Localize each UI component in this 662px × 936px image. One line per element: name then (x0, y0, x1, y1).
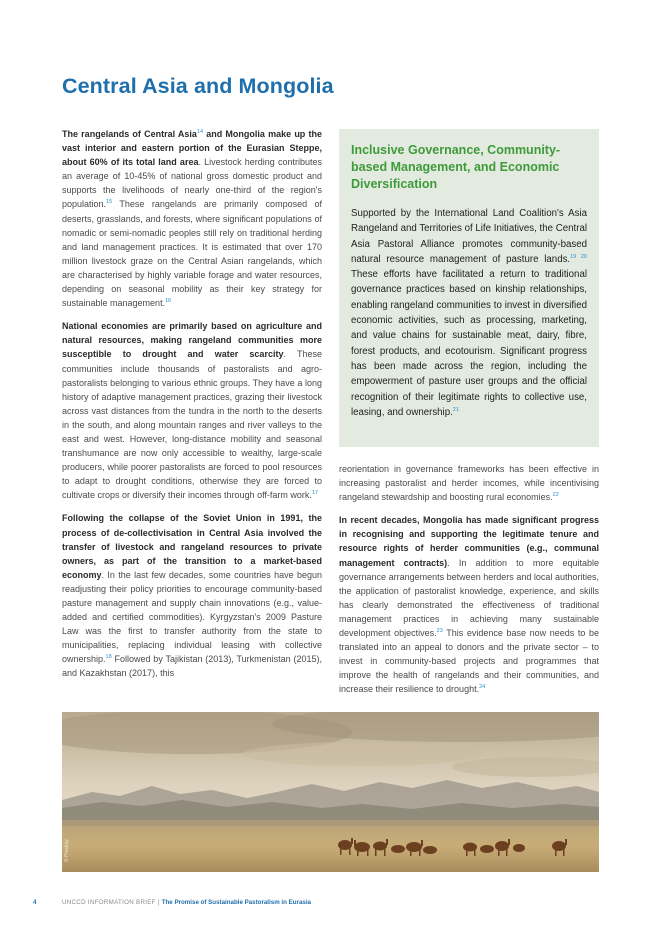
footnote-ref[interactable]: 14 (196, 129, 204, 135)
footnote-ref[interactable]: 24 (479, 684, 486, 691)
footer-running-head (62, 899, 311, 906)
bold-lead-cont: and Mongolia make up the vast interior and eastern portion of the Eurasian Steppe, about 60% of its total land area (62, 129, 322, 168)
paragraph-text: . In addition to more equitable governance arrangements between herders and local authorities, the application of pastoralist knowledge, experience, and skills has clearly demonstrated the effectiveness of traditional management practices in achieving many sustainable development objectives. (339, 557, 600, 639)
footnote-ref[interactable]: 19 20 (570, 253, 588, 260)
footnote-ref[interactable]: 23 (436, 628, 443, 635)
paragraph-text: reorientation in governance frameworks has been effective in increasing pastoralist and herder incomes, while incentivising rangeland stewardship and boosting rural economies. (339, 464, 599, 503)
callout-text: These efforts have facilitated a return to traditional governance practices based on kinship relationships, enabling rangeland communities to invest in diversified economic activities, such as processing, marketing, and value chains for sustainable meat, dairy, fibre, forest products, and ecotourism. Significant progress has been made across the region, including the empowerment of pasture user groups and the official recognition of their legitimate rights to collective use, leasing, and ownership. (351, 269, 587, 418)
bold-lead: In recent decades, Mongolia has made significant progress in recognising and supporting the legitimate tenure and resource rights of herder communities (e.g., communal management contracts) (339, 515, 599, 568)
bold-lead: National economies are primarily based on agriculture and natural resources, making rangeland communities more susceptible to drought and water scarcity (62, 321, 322, 360)
right-column (339, 462, 599, 706)
paragraph-mongolia (339, 513, 599, 696)
paragraph-text: . In the last few decades, some countries have begun readjusting their policy priorities to encourage community-based pasture management and supply chain innovations (e.g., value-added and certified commodities). Kyrgyzstan's 2009 Pasture Law was the first to transfer authority from the state to municipalities, replacing individual leasing with collective ownership. (62, 569, 322, 665)
page-number: 4 (33, 899, 37, 906)
footnote-ref[interactable]: 21 (452, 406, 459, 413)
governance-callout-box (339, 129, 599, 447)
paragraph-rangelands (62, 127, 322, 310)
footnote-ref[interactable]: 22 (552, 492, 559, 499)
footnote-ref[interactable]: 15 (106, 199, 113, 206)
paragraph-text: These rangelands are primarily composed of deserts, grasslands, and forests, where significant populations of nomadic or semi-nomadic peoples still rely on traditional herding and land management practices. It is estimated that over 170 million livestock graze on the Central Asian rangelands, which are characterised by highly variable forage and water resources, depending on seasonal mobility as their key strategy for sustainable management. (62, 199, 322, 309)
paragraph-reorientation (339, 462, 599, 504)
paragraph-text: . These communities include thousands of pastoralists and agro-pastoralists belonging to various ethnic groups. They have a long history of adaptive management practices, grazing their livestock across vast distances from the tundra in the north to the deserts in the south, and along mountain ranges and river valleys to the east and west. However, long-distance mobility and seasonal transhumance are now only accessible to wealthy, large-scale producers, while poorer pastoralists are forced to pool resources to adapt to drought conditions, otherwise they are forced to cultivate crops or diversify their incomes through off-farm work. (62, 349, 322, 501)
brief-label: UNCCD INFORMATION BRIEF (62, 899, 156, 906)
left-column (62, 127, 322, 690)
footnote-ref[interactable]: 16 (165, 298, 172, 305)
bold-lead: The rangelands of Central Asia (62, 129, 197, 139)
paragraph-economies (62, 319, 322, 502)
photo-credit: © Pixabay (64, 839, 70, 862)
page-title: Central Asia and Mongolia (62, 74, 334, 98)
footnote-ref[interactable]: 18 (105, 654, 112, 661)
footer-separator: | (157, 899, 160, 906)
paragraph-text: Followed by Tajikistan (2013), Turkmenistan (2015), and Kazakhstan (2017), this (62, 654, 322, 679)
paragraph-text: . Livestock herding contributes an average of 10-45% of national gross domestic product and supports the livelihoods of nearly one-third of the region's population. (62, 157, 322, 210)
document-title: The Promise of Sustainable Pastoralism in Eurasia (161, 899, 311, 906)
callout-title: Inclusive Governance, Community-based Management, and Economic Diversification (351, 143, 561, 191)
bold-lead: Following the collapse of the Soviet Union in 1991, the process of de-collectivisation in Central Asia involved the transfer of livestock and rangeland resources to private owners, as part of the transition to a market-based economy (62, 513, 322, 580)
callout-body (351, 206, 587, 420)
steppe-camels-photo (62, 712, 599, 872)
callout-text: Supported by the International Land Coalition's Asia Rangeland and Territories of Life Initiatives, the Central Asia Pastoral Alliance promotes community-based natural resource management of pasture lands. (351, 208, 587, 265)
footnote-ref[interactable]: 17 (311, 490, 319, 497)
paragraph-soviet (62, 511, 322, 680)
paragraph-text: This evidence base now needs to be translated into an appeal to donors and the private sector – to invest in community-based projects and programmes that improve the health of rangelands and their communities, and increase their resilience to drought. (339, 628, 599, 695)
